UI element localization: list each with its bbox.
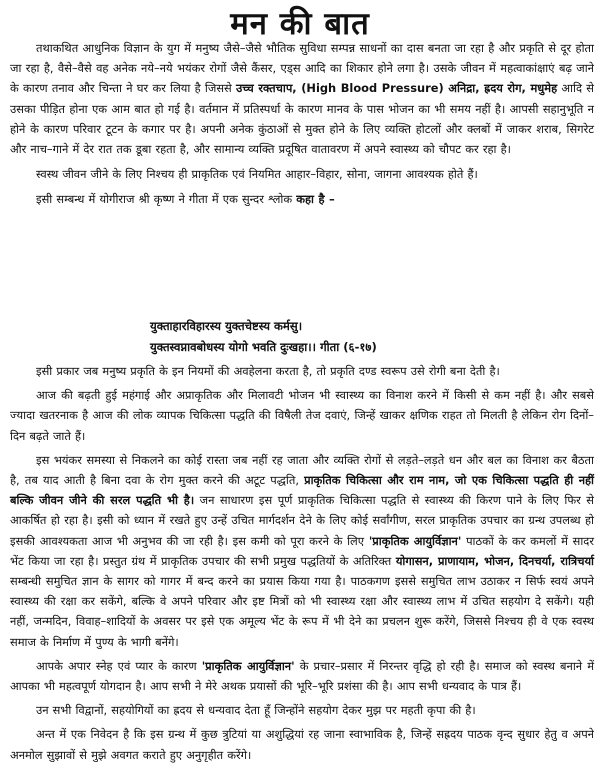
p6-bold-topics: योगासन, प्राणायाम, भोजन, दिनचर्या, रात्रिचर्या <box>395 553 595 568</box>
main-section <box>10 361 594 765</box>
verse-line-1: युक्ताहारविहारस्य युक्तचेष्टस्य कर्मसु। <box>150 319 303 333</box>
p7-bold-book-title: 'प्राकृतिक आयुर्विज्ञान' <box>201 658 295 673</box>
paragraph-9: अन्त में एक निवेदन है कि इस ग्रन्थ में कुछ त्रुटियां या अशुद्धियां रह जाना स्वाभाविक है, जिन्हें सह्रदय पाठक वृन्द सुधार हेतु व अपने अनमोल सुझावों से मुझे अवगत कराते हुए अनुगृहीत करेंगे। <box>10 727 594 762</box>
p7-text: आपके अपार स्नेह एवं प्यार के कारण <box>36 658 202 673</box>
paragraph-3 <box>10 189 594 209</box>
paragraph-8: उन सभी विद्वानों, सहयोगियों का ह्रदय से धन्यवाद देता हूँ जिन्होंने सहयोग देकर मुझ पर महती कृपा की है। <box>36 703 476 718</box>
gita-verse <box>150 316 570 358</box>
p3-text: इसी सम्बन्ध में योगीराज श्री कृष्ण ने गीता में एक सुन्दर श्लोक <box>36 192 297 207</box>
p6-text: इस भयंकर समस्या से निकलने का कोई रास्ता जब नहीं रह जाता और व्यक्ति रोगों से लड़ते–लड़ते धन और बल का विनाश कर बैठता है, तब याद आती है बिना दवा के रोग मुक्त करने की अटूट पद्धति, <box>10 452 594 488</box>
paragraph-1 <box>10 38 594 159</box>
paragraph-6 <box>10 450 594 652</box>
p6-text-2: जन साधारण इस पूर्ण प्राकृतिक चिकित्सा पद्धति से स्वास्थ्य की किरण पाने के लिए फिर से आकर्षित हो रहा है। इसी को ध्यान में रखते हुए उन्हें उचित मार्गदर्शन देने के लिए कोई सर्वांगीण, सरल प्राकृतिक उपचार का ग्रन्थ उपलब्ध हो इसकी आवश्यकता आज भी अनुभव की जा रही है। इस कमी को पूरा करने के लिए <box>10 493 595 548</box>
verse-line-2: युक्तस्वप्नावबोधस्य योगो भवति दुःखहा।। गीता (६-१७) <box>150 340 377 354</box>
paragraph-4: इसी प्रकार जब मनुष्य प्रकृति के इन नियमों की अवहेलना करता है, तो प्रकृति दण्ड स्वरूप उसे रोगी बना देती है। <box>36 364 500 378</box>
p1-text-end: आदि से उसका पीड़ित होना एक आम बात हो गई है। वर्तमान में प्रतिस्पर्धा के कारण मानव के पास भोजन का भी समय नहीं है। आपसी सहानुभूति न होने के कारण परिवार टूटन के कगार पर है। अपनी अनेक कुंठाओं से मुक्त होने के लिए व्यक्ति होटलों और क्लबों में जाकर शराब, सिगरेट और नाच–गाने में देर रात तक डूबा रहता है, और सामान्य व्यक्ति प्रदूषित वातावरण में अपने स्वास्थ्य को चौपट कर रहा है। <box>10 81 594 157</box>
p3-bold: कहा है – <box>296 192 335 207</box>
paragraph-7 <box>10 656 594 696</box>
p1-text: तथाकथित आधुनिक विज्ञान के युग में मनुष्य जैसे–जैसे भौतिक सुविधा सम्पन्न साधनों का दास बनता जा रहा है और प्रकृति से दूर होता जा रहा है, वैसे–वैसे वह अनेक नये–नये भयंकर रोगों जैसे कैंसर, एड्स आदि का शिकार होने लगा है। उसके जीवन में महत्वाकांक्षाएं बढ़ जाने के कारण तनाव और चिन्ता ने घर कर लिया है जिससे <box>10 41 594 96</box>
paragraph-2: स्वस्थ जीवन जीने के लिए निश्चय ही प्राकृतिक एवं नियमित आहार–विहार, सोना, जागना आवश्यक होते हैं। <box>36 167 478 182</box>
p6-bold-book-title: 'प्राकृतिक आयुर्विज्ञान' <box>368 533 462 548</box>
page-title: मन की बात <box>230 6 370 42</box>
p1-bold-diseases: उच्च रक्तचाप, (High Blood Pressure) अनिद्रा, ह्रदय रोग, मधुमेह <box>236 81 558 96</box>
p7-text-2: के प्रचार–प्रसार में निरन्तर वृद्धि हो रही है। समाज को स्वस्थ बनाने में आपका भी महत्वपूर्ण योगदान है। आप सभी ने मेरे अथक प्रयासों की भूरि–भूरि प्रशंसा की है। आप सभी धन्यवाद के पात्र हैं। <box>10 658 595 694</box>
paragraph-5: आज की बढ़ती हुई महंगाई और अप्राकृतिक और मिलावटी भोजन भी स्वास्थ्य का विनाश करने में किसी से कम नहीं है। और सबसे ज्यादा खतरनाक है आज की लोक व्यापक चिकित्सा पद्धति की विषैली तेज दवाएं, जिन्हें खाकर क्षणिक राहत तो मिलती है लेकिन रोग दिनों–दिन बढ़ते जाते हैं। <box>10 388 594 443</box>
p6-text-4: सम्बन्धी समुचित ज्ञान के सागर को गागर में बन्द करने का प्रयास किया गया है। पाठकगण इससे समुचित लाभ उठाकर न सिर्फ स्वयं अपने स्वास्थ्य की रक्षा कर सकेंगे, बल्कि वे अपने परिवार और इष्ट मित्रों को भी स्वास्थ्य रक्षा और स्वास्थ्य लाभ में उचित सहयोग दे सकेंगे। यही नहीं, जन्मदिन, विवाह–शादियों के अवसर पर इसे एक अमूल्य भेंट के रूप में भी देने का प्रचलन शुरू करेंगे, जिससे निश्चय ही वे एक स्वस्थ समाज के निर्माण में पुण्य के भागी बनेंगे। <box>10 574 594 649</box>
p6-text-3: पाठकों के कर कमलों में सादर भेंट किया जा रहा है। प्रस्तुत ग्रंथ में प्राकृतिक उपचार की सभी प्रमुख पद्धतियों के अतिरिक्त <box>10 533 594 568</box>
intro-section <box>10 38 594 210</box>
p6-bold-method: प्राकृतिक चिकित्सा और राम नाम, जो एक चिकित्सा पद्धति ही नहीं बल्कि जीवन जीने की सरल पद्धति भी है। <box>10 473 595 508</box>
